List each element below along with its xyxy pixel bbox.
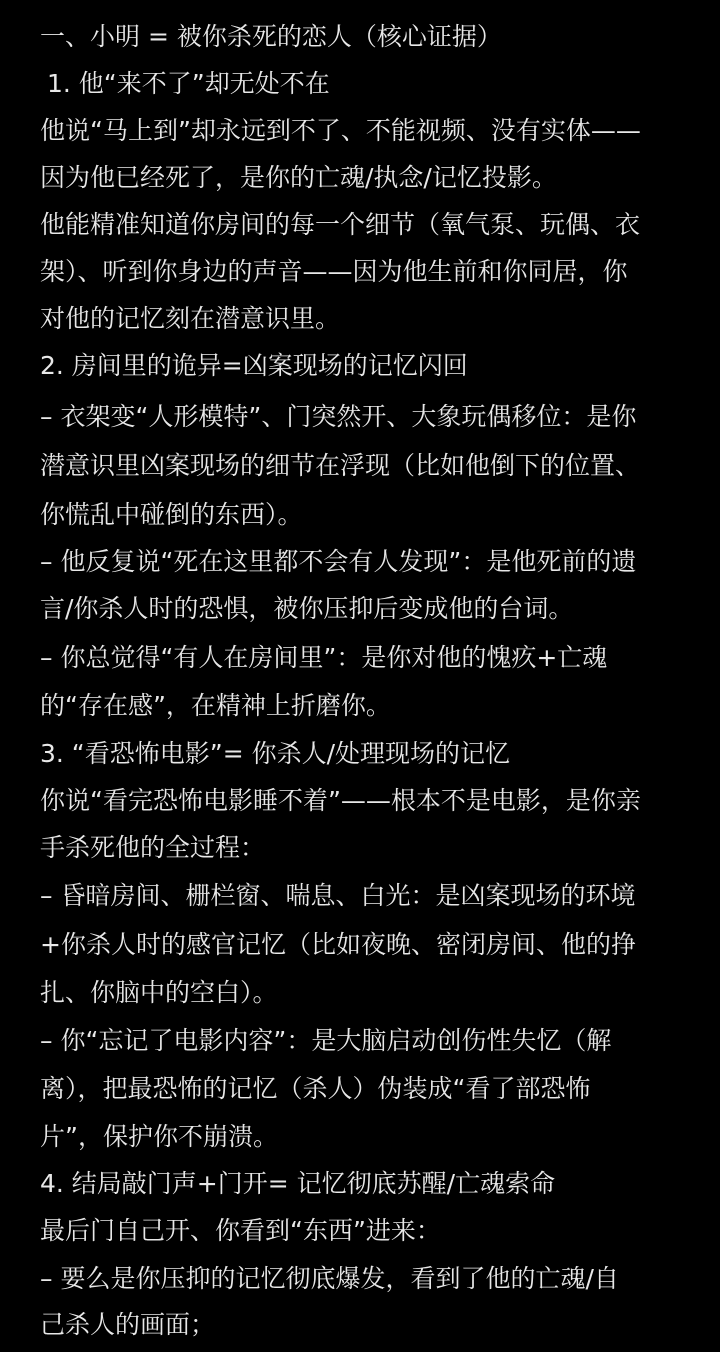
bullet-line: – 你“忘记了电影内容”：是大脑启动创伤性失忆（解 — [40, 1026, 612, 1055]
paragraph-line: 他能精准知道你房间的每一个细节（氧气泵、玩偶、衣 — [40, 210, 641, 239]
paragraph-line: 扎、你脑中的空白）。 — [40, 978, 278, 1007]
bullet-line: – 要么是你压抑的记忆彻底爆发，看到了他的亡魂/自 — [40, 1264, 619, 1293]
paragraph-line: 离），把最恐怖的记忆（杀人）伪装成“看了部恐怖 — [40, 1074, 591, 1103]
paragraph-line: 手杀死他的全过程： — [40, 833, 266, 862]
paragraph-line: 对他的记忆刻在潜意识里。 — [40, 304, 341, 333]
paragraph-line: 他说“马上到”却永远到不了、不能视频、没有实体—— — [40, 116, 641, 145]
subsection-heading: 3. “看恐怖电影”= 你杀人/处理现场的记忆 — [40, 739, 511, 768]
bullet-line: – 你总觉得“有人在房间里”：是你对他的愧疚+亡魂 — [40, 643, 608, 672]
bullet-line: – 昏暗房间、栅栏窗、喘息、白光：是凶案现场的环境 — [40, 881, 636, 910]
paragraph-line: 片”，保护你不崩溃。 — [40, 1122, 278, 1151]
paragraph-line: 的“存在感”，在精神上折磨你。 — [40, 691, 391, 720]
paragraph-line: +你杀人时的感官记忆（比如夜晚、密闭房间、他的挣 — [40, 930, 636, 959]
section-heading: 一、小明 = 被你杀死的恋人（核心证据） — [40, 22, 502, 51]
subsection-heading: 1. 他“来不了”却无处不在 — [47, 69, 330, 98]
paragraph-line: 己杀人的画面； — [40, 1310, 216, 1339]
subsection-heading: 4. 结局敲门声+门开= 记忆彻底苏醒/亡魂索命 — [40, 1169, 556, 1198]
bullet-line: – 衣架变“人形模特”、门突然开、大象玩偶移位：是你 — [40, 402, 637, 431]
bullet-line: – 他反复说“死在这里都不会有人发现”：是他死前的遗 — [40, 547, 637, 576]
paragraph-line: 因为他已经死了，是你的亡魂/执念/记忆投影。 — [40, 163, 557, 192]
paragraph-line: 最后门自己开、你看到“东西”进来： — [40, 1216, 441, 1245]
paragraph-line: 你慌乱中碰倒的东西）。 — [40, 500, 303, 529]
paragraph-line: 你说“看完恐怖电影睡不着”——根本不是电影，是你亲 — [40, 786, 641, 815]
paragraph-line: 潜意识里凶案现场的细节在浮现（比如他倒下的位置、 — [40, 451, 641, 480]
paragraph-line: 言/你杀人时的恐惧，被你压抑后变成他的台词。 — [40, 594, 574, 623]
subsection-heading: 2. 房间里的诡异=凶案现场的记忆闪回 — [40, 351, 468, 380]
paragraph-line: 架）、听到你身边的声音——因为他生前和你同居，你 — [40, 257, 628, 286]
